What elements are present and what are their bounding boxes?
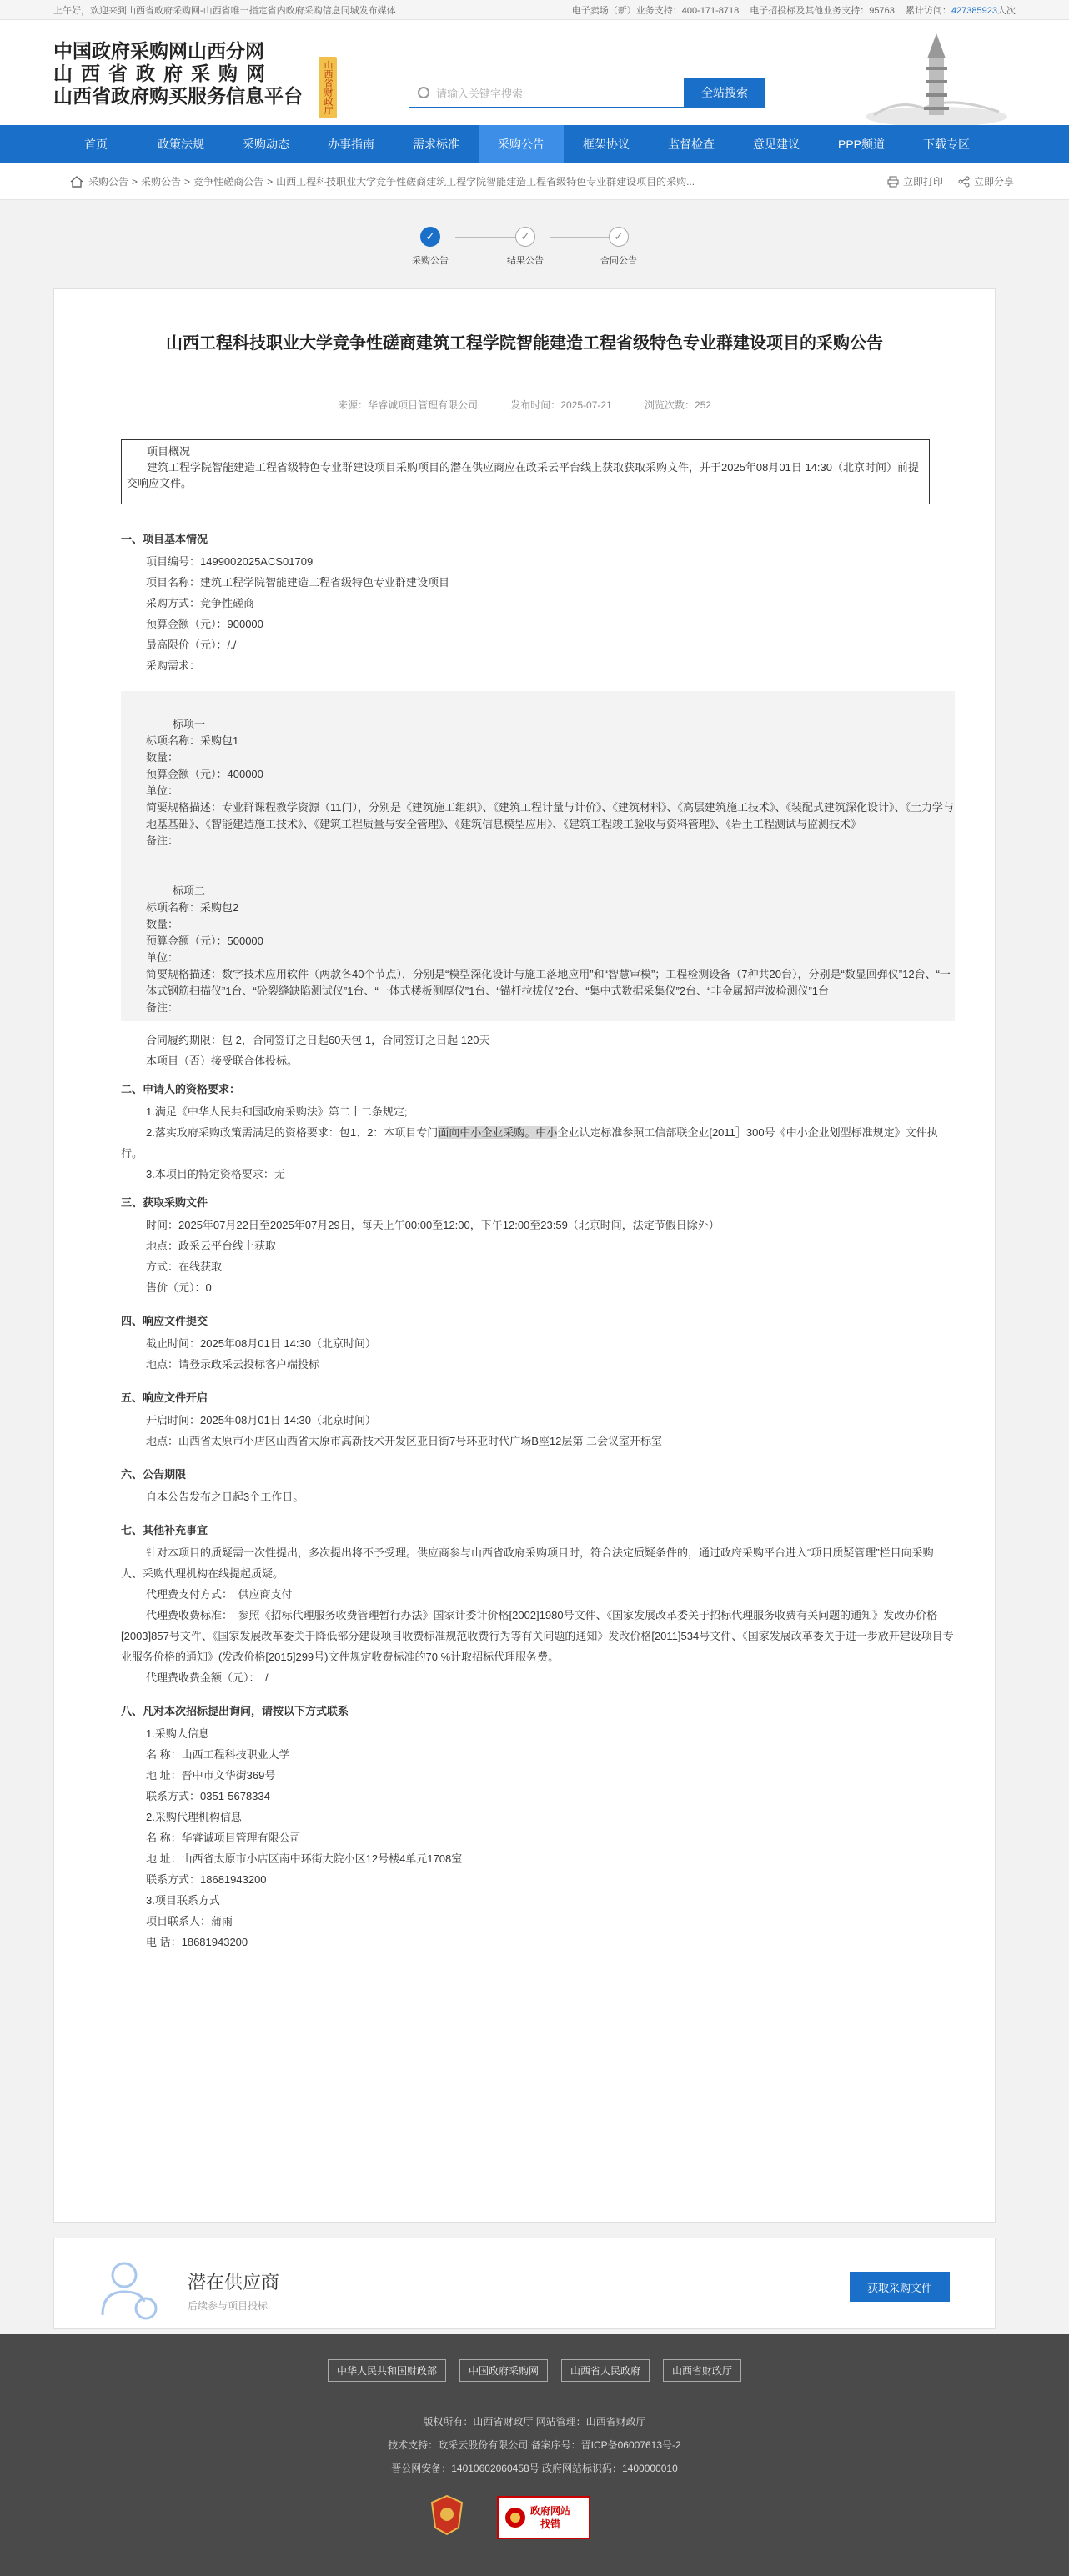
check-icon: ✓ [420, 227, 440, 247]
paragraph: 代理费收费金额（元）： / [146, 1671, 269, 1684]
contact-line: 1.采购人信息 [146, 1727, 209, 1740]
section-heading: 七、其他补充事宜 [121, 1524, 208, 1536]
package-qty: 数量： [146, 751, 179, 764]
section-heading: 八、凡对本次招标提出询问，请按以下方式联系 [121, 1705, 349, 1717]
footer-link[interactable]: 中华人民共和国财政部 [328, 2359, 446, 2382]
info-line: 预算金额（元）：900000 [146, 618, 263, 630]
article-source: 来源：华睿诚项目管理有限公司 [337, 399, 478, 411]
breadcrumb-separator: > [184, 175, 191, 188]
footer-security: 晋公网安备：14010602060458号 政府网站标识码：1400000010 [391, 2463, 678, 2474]
contact-line: 电 话：18681943200 [146, 1936, 248, 1948]
search-placeholder: 请输入关键字搜索 [436, 87, 524, 100]
supplier-user-icon [96, 2255, 163, 2322]
nav-news[interactable]: 采购动态 [243, 138, 289, 151]
breadcrumb-item[interactable]: 竞争性磋商公告 [193, 176, 264, 188]
info-line: 地点：山西省太原市小店区山西省太原市高新技术开发区亚日街7号环亚时代广场B座12层第 二会议室开标室 [146, 1435, 662, 1447]
breadcrumb-current: 山西工程科技职业大学竞争性磋商建筑工程学院智能建造工程省级特色专业群建设项目的采购... [276, 176, 695, 188]
contact-line: 地 址：山西省太原市小店区南中环街大院小区12号楼4单元1708室 [146, 1852, 463, 1865]
info-line: 采购需求： [146, 659, 201, 672]
package-note: 备注： [146, 1001, 179, 1014]
footer-links [0, 2359, 1069, 2382]
info-line: 方式：在线获取 [146, 1260, 223, 1273]
nav-ppp[interactable]: PPP频道 [837, 138, 885, 151]
finance-dept-badge: 山西省财政厅 [319, 57, 337, 118]
nav-standards[interactable]: 需求标准 [413, 138, 459, 151]
contact-line: 联系方式：0351-5678334 [146, 1790, 270, 1802]
supplier-title: 潜在供应商 [188, 2272, 280, 2293]
gov-site-error-report-badge[interactable] [497, 2496, 590, 2539]
footer-link[interactable]: 中国政府采购网 [459, 2359, 548, 2382]
qualification-line: 3.本项目的特定资格要求：无 [146, 1168, 285, 1180]
footer-link[interactable]: 山西省财政厅 [663, 2359, 741, 2382]
highlighted-text: 面向中小企业采购。中小 [438, 1126, 558, 1139]
nav-downloads[interactable]: 下载专区 [923, 138, 970, 151]
overview-body: 建筑工程学院智能建造工程省级特色专业群建设项目采购项目的潜在供应商应在政采云平台线上获取获取采购文件，并于2025年08月01日 14:30（北京时间）前提交响应文件。 [127, 461, 919, 489]
package-name: 标项名称：采购包1 [146, 734, 239, 747]
step-contract[interactable]: ✓ 合同公告 [594, 227, 644, 267]
footer-copyright: 版权所有：山西省财政厅 网站管理：山西省财政厅 [423, 2416, 646, 2428]
site-header [0, 20, 1069, 125]
nav-announcements[interactable]: 采购公告 [479, 125, 564, 163]
printer-icon [887, 176, 899, 188]
step-procurement[interactable]: ✓ 采购公告 [405, 227, 455, 267]
logo-line-1: 中国政府采购网山西分网 [53, 40, 264, 63]
badge-text: 政府网站 [530, 2505, 571, 2517]
check-icon: ✓ [609, 227, 629, 247]
breadcrumb-item[interactable]: 采购公告 [141, 176, 182, 188]
qualification-line: 1.满足《中华人民共和国政府采购法》第二十二条规定; [146, 1105, 408, 1118]
contact-line: 地 址：晋中市文华街369号 [146, 1769, 276, 1782]
logo-line-3: 山西省政府购买服务信息平台 [53, 85, 303, 108]
breadcrumb-separator: > [132, 175, 138, 188]
package-name: 标项名称：采购包2 [146, 901, 239, 914]
contact-line: 项目联系人：蒲雨 [146, 1915, 233, 1927]
search-input[interactable] [409, 78, 684, 108]
package-budget: 预算金额（元）：400000 [146, 768, 263, 780]
article-meta [54, 398, 995, 412]
welcome-text: 上午好，欢迎来到山西省政府采购网-山西省唯一指定省内政府采购信息同城发布媒体 [53, 5, 396, 16]
package-unit: 单位： [146, 784, 179, 797]
article-title: 山西工程科技职业大学竞争性磋商建筑工程学院智能建造工程省级特色专业群建设项目的采购公告 [166, 334, 883, 353]
package-budget: 预算金额（元）：500000 [146, 935, 263, 947]
main-nav [0, 125, 1069, 163]
section-heading: 二、申请人的资格要求： [121, 1083, 241, 1095]
qualification-line: 2.落实政府采购政策需满足的资格要求：包1、2：本项目专门面向中小企业采购。中小企业认定标准参照工信部联企业[2011］300号《中小企业划型标准规定》文件执行。 [121, 1126, 938, 1160]
info-line: 项目名称：建筑工程学院智能建造工程省级特色专业群建设项目 [146, 576, 450, 589]
nav-home[interactable]: 首页 [84, 138, 108, 151]
contact-line: 3.项目联系方式 [146, 1894, 220, 1907]
info-line: 地点：政采云平台线上获取 [146, 1240, 277, 1252]
breadcrumb [0, 163, 1069, 200]
info-line: 截止时间：2025年08月01日 14:30（北京时间） [146, 1337, 376, 1350]
get-documents-button[interactable]: 获取采购文件 [850, 2272, 950, 2302]
article-body [121, 521, 955, 1952]
phone-support: 电子卖场（新）业务支持：400-171-8718 [571, 5, 740, 16]
package-heading: 标项一 [173, 718, 206, 730]
breadcrumb-item[interactable]: 采购公告 [88, 176, 129, 188]
info-line: 自本公告发布之日起3个工作日。 [146, 1491, 304, 1503]
visits-counter: 累计访问：427385923人次 [905, 5, 1016, 16]
logo-line-2: 山西省政府采购网 [53, 63, 274, 85]
site-footer [0, 2334, 1069, 2576]
info-line: 时间：2025年07月22日至2025年07月29日，每天上午00:00至12:00，下午12:00至23:59（北京时间，法定节假日除外） [146, 1219, 720, 1231]
info-line: 最高限价（元）：/./ [146, 639, 237, 651]
info-line: 采购方式：竞争性磋商 [146, 597, 255, 609]
section-heading: 四、响应文件提交 [121, 1315, 208, 1327]
section-heading: 五、响应文件开启 [121, 1391, 208, 1404]
paragraph: 代理费支付方式： 供应商支付 [146, 1588, 293, 1601]
overview-title: 项目概况 [147, 445, 191, 458]
badge-text: 找错 [540, 2518, 561, 2530]
top-bar [0, 0, 1069, 20]
package-heading: 标项二 [173, 885, 206, 897]
info-line: 开启时间：2025年08月01日 14:30（北京时间） [146, 1414, 376, 1426]
nav-guide[interactable]: 办事指南 [328, 138, 374, 151]
paragraph: 针对本项目的质疑需一次性提出，多次提出将不予受理。供应商参与山西省政府采购项目时，符合法定质疑条件的，通过政府采购平台进入“项目质疑管理”栏目向采购人、采购代理机构在线提起质疑。 [121, 1546, 934, 1580]
search-button[interactable]: 全站搜索 [684, 78, 765, 108]
nav-feedback[interactable]: 意见建议 [753, 138, 800, 151]
article-panel [53, 288, 996, 2223]
paragraph: 代理费收费标准： 参照《招标代理服务收费管理暂行办法》国家计委计价格[2002]1980号文件、《国家发展改革委关于招标代理服务收费有关问题的通知》发改办价格[2003]857号文件、《国家发展改革委关于降低部分建设项目收费标准规范收费行为等有关问题的通知》发改价格[2011]534号文件、《国家发展改革委关于进一步放开建设项目专业服务价格的通知》(发改价格[2015]299号)文件规定收费标准的70 %计取招标代理服务费。 [121, 1609, 954, 1663]
footer-support: 技术支持：政采云股份有限公司 备案序号：晋ICP备06007613号-2 [388, 2439, 681, 2451]
package-spec: 简要规格描述：数字技术应用软件（两款各40个节点），分别是“模型深化设计与施工落地应用”和“智慧审模”；工程检测设备（7种共20台），分别是“数显回弹仪”12台、“一体式钢筋扫描仪”1台、“砼裂缝缺陷测试仪”1台、“一体式楼板测厚仪”1台、“锚杆拉拔仪”2台、“集中式数据采集仪”2台、“非金属超声波检测仪”1台 [146, 968, 951, 997]
contact-line: 名 称：华睿诚项目管理有限公司 [146, 1832, 301, 1844]
package-note: 备注： [146, 834, 179, 847]
page-tools [887, 174, 1014, 188]
share-button[interactable]: 立即分享 [958, 174, 1014, 188]
contract-term: 合同履约期限：包 2，合同签订之日起60天包 1，合同签订之日起 120天 [146, 1034, 490, 1046]
print-button[interactable]: 立即打印 [887, 174, 943, 188]
project-overview-box [121, 439, 930, 504]
supplier-subtitle: 后续参与项目投标 [188, 2300, 269, 2312]
info-line: 售价（元）：0 [146, 1281, 212, 1294]
section-heading: 六、公告期限 [121, 1468, 187, 1481]
article-date: 发布时间：2025-07-21 [510, 399, 612, 411]
tender-support: 电子招投标及其他业务支持：95763 [750, 5, 895, 16]
package-spec: 简要规格描述：专业群课程教学资源（11门），分别是《建筑施工组织》、《建筑工程计量与计价》、《建筑材料》、《高层建筑施工技术》、《装配式建筑深化设计》、《土力学与地基基础》、《智能建造施工技术》、《建筑工程质量与安全管理》、《建筑信息模型应用》、《建筑工程竣工验收与资料管理》、《岩土工程测试与监测技术》 [146, 801, 954, 830]
contact-line: 名 称：山西工程科技职业大学 [146, 1748, 290, 1761]
nav-policies[interactable]: 政策法规 [158, 138, 204, 151]
search-bar [409, 78, 765, 108]
footer-link[interactable]: 山西省人民政府 [561, 2359, 650, 2382]
package-unit: 单位： [146, 951, 179, 964]
nav-framework[interactable]: 框架协议 [583, 138, 630, 151]
article-views: 浏览次数：252 [645, 399, 712, 411]
info-line: 项目编号：1499002025ACS01709 [146, 555, 314, 568]
check-icon: ✓ [515, 227, 535, 247]
section-heading: 三、获取采购文件 [121, 1196, 208, 1209]
home-icon[interactable] [70, 176, 83, 188]
contact-line: 联系方式：18681943200 [146, 1873, 267, 1886]
share-icon [958, 176, 970, 188]
breadcrumb-separator: > [267, 175, 274, 188]
package-block [121, 691, 955, 1021]
consortium-note: 本项目（否）接受联合体投标。 [146, 1055, 299, 1067]
section-heading: 一、项目基本情况 [121, 533, 208, 545]
info-line: 地点：请登录政采云投标客户端投标 [146, 1358, 320, 1371]
step-result[interactable]: ✓ 结果公告 [500, 227, 550, 267]
search-icon [418, 87, 429, 98]
police-emblem-icon[interactable] [430, 2494, 464, 2536]
potential-supplier-panel [53, 2238, 996, 2329]
site-logo[interactable] [53, 40, 314, 108]
nav-supervision[interactable]: 监督检查 [668, 138, 715, 151]
top-bar-contacts [564, 3, 1016, 17]
package-qty: 数量： [146, 918, 179, 930]
contact-line: 2.采购代理机构信息 [146, 1811, 242, 1823]
emblem-icon [504, 2506, 527, 2529]
pagoda-illustration [866, 25, 1007, 125]
